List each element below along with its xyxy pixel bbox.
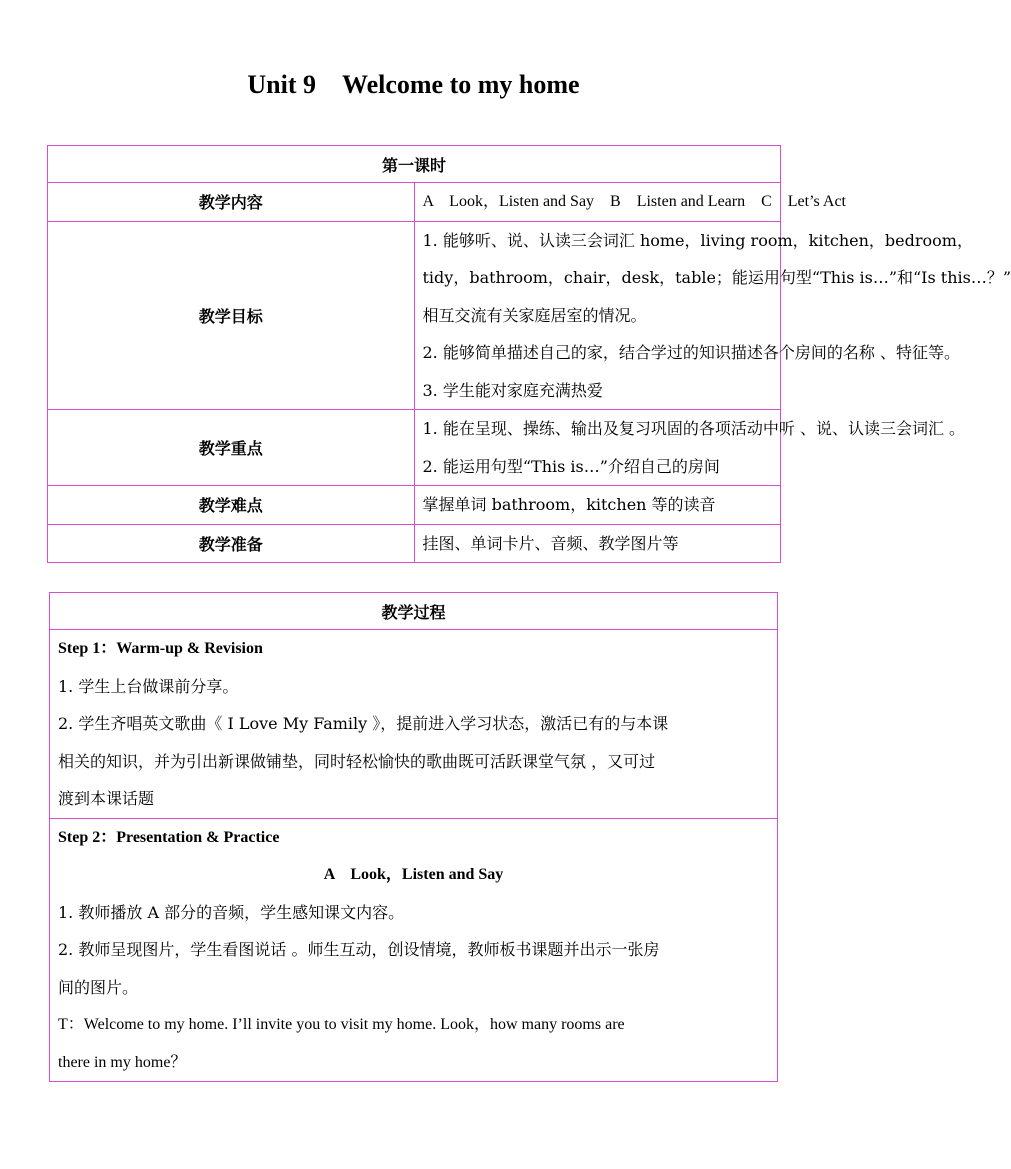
text-line: 1. 能在呈现、操练、输出及复习巩固的各项活动中听 、说、认读三会词汇 。 [422, 419, 966, 438]
lesson-table-header: 第一课时 [48, 146, 781, 183]
row-label-key-points: 教学重点 [48, 410, 415, 486]
text-line: 相关的知识，并为引出新课做铺垫，同时轻松愉快的歌曲既可活跃课堂气氛 ，又可过 [58, 751, 656, 771]
text-line: there in my home？ [58, 1053, 187, 1071]
text-line: A Look，Listen and Say B Listen and Learn C Let’s Act [422, 193, 846, 210]
text-line: 挂图、单词卡片、音频、教学图片等 [422, 533, 679, 553]
row-label-objectives: 教学目标 [48, 221, 415, 410]
page-title: Unit 9 Welcome to my home [247, 70, 580, 99]
row-value-preparation [414, 524, 781, 563]
text-line: 1. 学生上台做课前分享。 [58, 676, 239, 696]
step2-cell [50, 818, 778, 1082]
step1-cell [50, 630, 778, 819]
text-line: 1. 能够听、说、认读三会词汇 home，living room，kitchen，bedroom， [422, 230, 973, 250]
row-value-difficulties [414, 486, 781, 525]
step1-title: Step 1：Warm-up & Revision [58, 640, 263, 657]
row-value-content [414, 183, 846, 222]
process-table-header: 教学过程 [50, 593, 778, 630]
row-label-content: 教学内容 [48, 183, 415, 222]
row-label-difficulties: 教学难点 [48, 486, 415, 525]
text-line: 间的图片。 [58, 977, 139, 997]
text-line: 相互交流有关家庭居室的情况。 [422, 305, 647, 325]
text-line: 渡到本课话题 [58, 789, 155, 808]
row-value-objectives [414, 221, 1011, 410]
step2-title: Step 2：Presentation & Practice [58, 828, 280, 846]
text-line: 2. 学生齐唱英文歌曲《 I Love My Family 》，提前进入学习状态，激活已有的与本课 [58, 714, 669, 733]
text-line: tidy，bathroom，chair，desk，table；能运用句型“This is…”和“Is this…？” [422, 268, 1011, 287]
text-line: T：Welcome to my home. I’ll invite you to visit my home. Look，how many rooms are [58, 1016, 625, 1033]
text-line: 2. 能够简单描述自己的家，结合学过的知识描述各个房间的名称 、特征等。 [422, 343, 960, 362]
row-value-key-points [414, 410, 966, 486]
text-line: 1. 教师播放 A 部分的音频，学生感知课文内容。 [58, 902, 405, 922]
text-line: 掌握单词 bathroom，kitchen 等的读音 [422, 495, 716, 514]
row-label-preparation: 教学准备 [48, 524, 415, 563]
text-line: 2. 教师呈现图片，学生看图说话 。师生互动，创设情境，教师板书课题并出示一张房 [58, 940, 660, 959]
step2-subtitle: A Look，Listen and Say [323, 866, 504, 883]
text-line: 2. 能运用句型“This is…”介绍自己的房间 [422, 456, 720, 476]
lesson-table [47, 145, 1011, 563]
text-line: 3. 学生能对家庭充满热爱 [422, 380, 603, 400]
process-table [49, 592, 778, 1082]
